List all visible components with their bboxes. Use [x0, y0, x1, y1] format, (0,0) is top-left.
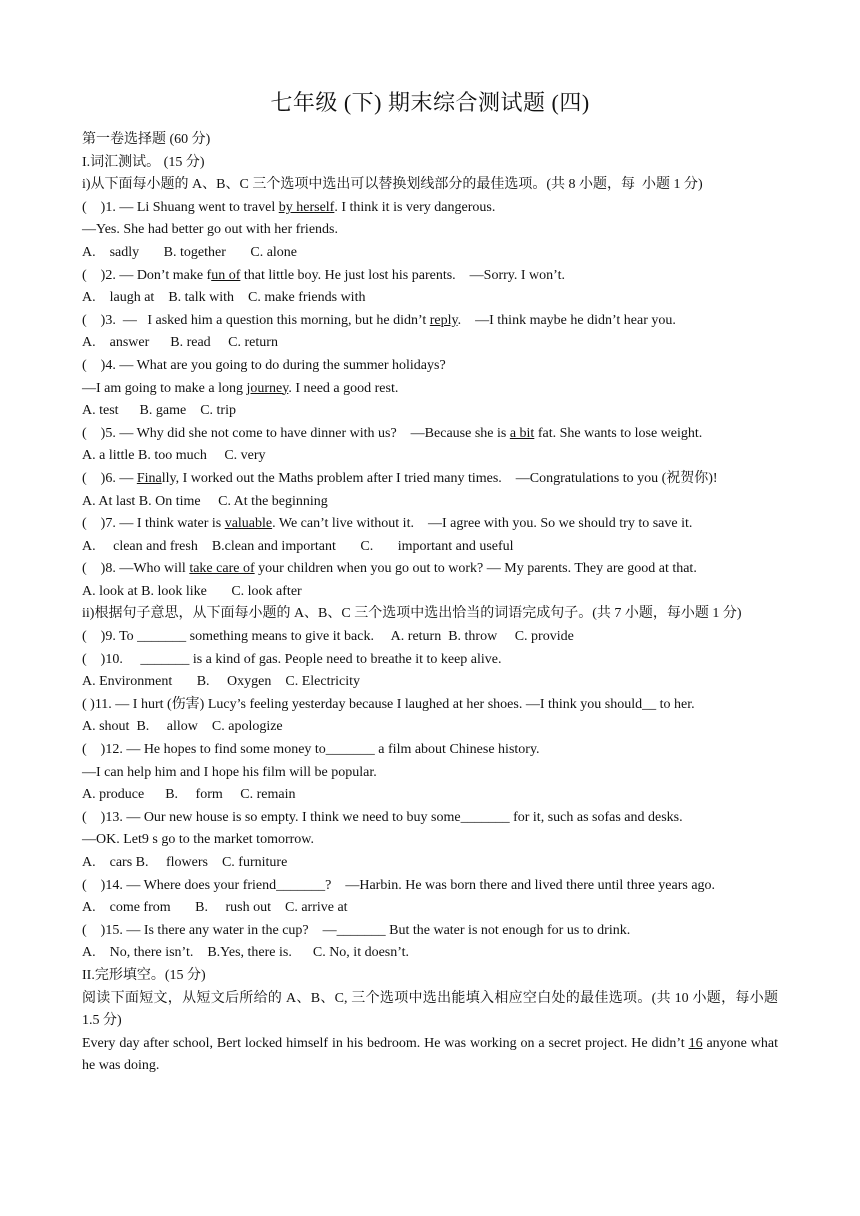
line-text: ( )7. — I think water is [82, 516, 225, 532]
text-line [82, 807, 778, 830]
line-text: your children when you go out to work? — My parents. They are good at that. [254, 561, 697, 577]
text-line [82, 897, 778, 920]
text-line [82, 129, 778, 152]
underlined-word: un of [211, 267, 241, 283]
text-line [82, 920, 778, 943]
underlined-word: Fina [136, 470, 162, 486]
line-text: that little boy. He just lost his parents. —Sorry. I won’t. [240, 267, 565, 283]
text-line [82, 378, 778, 401]
line-text: ( )2. — Don’t make f [82, 267, 212, 283]
section-ii-questions-a [82, 626, 778, 694]
text-line [82, 491, 778, 514]
line-text: A. Environment B. Oxygen C. Electricity [82, 674, 361, 690]
line-text: ( )8. —Who will [82, 561, 190, 577]
line-text: —Yes. She had better go out with her friends. [82, 222, 338, 238]
underlined-word: valuable [224, 516, 273, 532]
page-title: 七年级 (下) 期末综合测试题 (四) [270, 90, 590, 115]
line-text: A. clean and fresh B.clean and important C. important and useful [82, 538, 514, 554]
line-text: A. No, there isn’t. B.Yes, there is. C. No, it doesn’t. [82, 945, 410, 961]
line-text: 第一卷选择题 (60 分) [82, 132, 211, 147]
line-text: —OK. Let9 s go to the market tomorrow. [82, 832, 314, 848]
line-text: A. come from B. rush out C. arrive at [82, 900, 348, 916]
text-line [82, 852, 778, 875]
text-line [82, 536, 778, 559]
text-line [82, 716, 778, 739]
line-text: A. sadly B. together C. alone [82, 244, 298, 260]
text-line [82, 310, 778, 333]
text-line [82, 875, 778, 898]
text-line [82, 174, 778, 197]
line-text: A. produce B. form C. remain [82, 787, 296, 803]
line-text: ( )4. — What are you going to do during the summer holidays? [82, 357, 446, 373]
line-text: ( )10. _______ is a kind of gas. People need to breathe it to keep alive. [82, 651, 502, 667]
line-text: II.完形填空。(15 分) [82, 967, 206, 983]
underlined-word: a bit [509, 425, 535, 441]
line-text: ( )6. — [82, 470, 137, 486]
line-text: ( )15. — Is there any water in the cup? —_______ But the water is not enough for us to drink. [82, 922, 631, 938]
section-i-questions [82, 129, 778, 603]
line-text: A. laugh at B. talk with C. make friends with [82, 290, 366, 306]
line-text: A. test B. game C. trip [82, 403, 236, 419]
text-line [82, 197, 778, 220]
text-line [82, 423, 778, 446]
line-text: fat. She wants to lose weight. [534, 425, 703, 441]
text-line [82, 468, 778, 491]
line-text: A. At last B. On time C. At the beginning [82, 493, 328, 509]
line-text: I.词汇测试。 (15 分) [82, 154, 205, 170]
line-text: . I think it is very dangerous. [334, 199, 496, 215]
line-text: ( )14. — Where does your friend_______? —Harbin. He was born there and lived there until three years ago. [82, 877, 716, 893]
passage-text: Every day after school, Bert locked himself in his bedroom. He was working on a secret project. He didn’t [82, 1035, 689, 1051]
line-text: —I am going to make a long [82, 380, 247, 396]
cloze-instructions: 阅读下面短文，从短文后所给的 A、B、C, 三个选项中选出能填入相应空白处的最佳选项。(共 10 小题，每小题 1.5 分) [82, 990, 778, 1029]
line-text: A. shout B. allow C. apologize [82, 719, 283, 735]
text-line [82, 649, 778, 672]
section-ii-questions-b [82, 716, 778, 987]
text-line [82, 784, 778, 807]
line-text: . I need a good rest. [288, 380, 399, 396]
text-line [82, 581, 778, 604]
line-text: ( )5. — Why did she not come to have dinner with us? —Because she is [82, 425, 510, 441]
blank-16: 16 [688, 1035, 703, 1051]
text-line [82, 152, 778, 175]
text-line [82, 513, 778, 536]
passage-text-2: anyone what he was doing. [82, 1035, 778, 1074]
line-text: lly, I worked out the Maths problem after I tried many times. —Congratulations to you (祝贺你)! [161, 470, 718, 486]
text-line [82, 829, 778, 852]
text-line [82, 445, 778, 468]
underlined-word: journey [246, 380, 289, 396]
line-text: . —I think maybe he didn’t hear you. [457, 312, 676, 328]
line-text: A. answer B. read C. return [82, 335, 278, 351]
underlined-word: by herself [278, 199, 335, 215]
text-line [82, 219, 778, 242]
line-text: —I can help him and I hope his film will be popular. [82, 764, 377, 780]
text-line [82, 558, 778, 581]
underlined-word: reply [429, 312, 458, 328]
line-text: ( )3. — I asked him a question this morning, but he didn’t [82, 312, 430, 328]
line-text: A. cars B. flowers C. furniture [82, 855, 288, 870]
text-line [82, 965, 778, 988]
text-line [82, 671, 778, 694]
text-line [82, 942, 778, 965]
text-line [82, 265, 778, 288]
section-ii-instructions: ii)根据句子意思，从下面每小题的 A、B、C 三个选项中选出恰当的词语完成句子。(共 7 小题，每小题 1 分) [82, 606, 742, 622]
line-text: A. look at B. look like C. look after [82, 583, 302, 599]
text-line [82, 400, 778, 423]
line-text: ( )9. To _______ something means to give it back. A. return B. throw C. provide [82, 629, 574, 645]
line-text: A. a little B. too much C. very [82, 448, 266, 464]
text-line [82, 287, 778, 310]
question-11: ( )11. — I hurt (伤害) Lucy’s feeling yesterday because I laughed at her shoes. —I think you should__ to her. [82, 696, 695, 712]
line-text: i)从下面每小题的 A、B、C 三个选项中选出可以替换划线部分的最佳选项。(共 8 小题，每 小题 1 分) [82, 177, 703, 193]
text-line [82, 762, 778, 785]
text-line [82, 332, 778, 355]
line-text: ( )12. — He hopes to find some money to_______ a film about Chinese history. [82, 742, 540, 758]
line-text: . We can’t live without it. —I agree with you. So we should try to save it. [272, 516, 693, 532]
text-line [82, 242, 778, 265]
text-line [82, 355, 778, 378]
text-line [82, 626, 778, 649]
cloze-passage [82, 1033, 778, 1078]
underlined-word: take care of [189, 561, 255, 577]
line-text: ( )1. — Li Shuang went to travel [82, 199, 279, 215]
text-line [82, 739, 778, 762]
line-text: ( )13. — Our new house is so empty. I think we need to buy some_______ for it, such as sofas and desks. [82, 809, 683, 825]
